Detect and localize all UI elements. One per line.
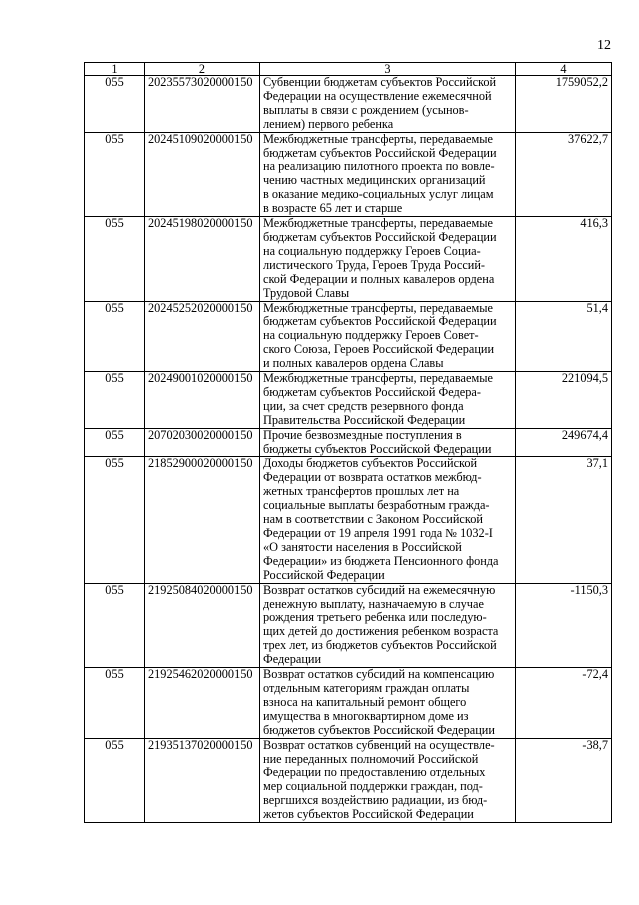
- description-line: Федерации от возврата остатков межбюд-: [263, 470, 482, 485]
- description-line: Трудовой Славы: [263, 285, 350, 300]
- description-line: бюджетов субъектов Российской Федерации: [263, 722, 495, 737]
- description-line: «О занятости населения в Российской: [263, 539, 462, 554]
- description-line: на социальную поддержку Героев Совет-: [263, 328, 479, 343]
- revenue-code-cell: 20245109020000150: [145, 132, 260, 216]
- table-row: [85, 457, 612, 583]
- page-number: 12: [597, 38, 611, 53]
- amount-cell: 221094,5: [516, 372, 612, 429]
- description-line: Возврат остатков субсидий на ежемесячную: [263, 582, 496, 597]
- description-line: Федерации от 19 апреля 1991 года № 1032-I: [263, 526, 493, 540]
- description-line: Прочие безвозмездные поступления в: [263, 427, 462, 442]
- description-line: в возрасте 65 лет и старше: [263, 201, 403, 216]
- amount-cell: -1150,3: [516, 583, 612, 667]
- table-row: [85, 428, 612, 457]
- description-cell: [260, 428, 516, 457]
- table-row: [85, 738, 612, 822]
- description-cell: [260, 372, 516, 429]
- description-line: лением) первого ребенка: [263, 116, 394, 131]
- description-line: щих детей до достижения ребенком возраста: [263, 624, 499, 639]
- admin-code-cell: 055: [85, 738, 145, 822]
- revenue-code-cell: 21925462020000150: [145, 668, 260, 739]
- description-line: Межбюджетные трансферты, передаваемые: [263, 131, 493, 146]
- description-cell: [260, 457, 516, 583]
- admin-code-cell: 055: [85, 217, 145, 301]
- description-line: и полных кавалеров ордена Славы: [263, 356, 444, 371]
- description-line: жетов субъектов Российской Федерации: [263, 807, 474, 822]
- description-line: Межбюджетные трансферты, передаваемые: [263, 216, 493, 231]
- table-row: [85, 372, 612, 429]
- description-line: Правительства Российской Федерации: [263, 412, 466, 427]
- revenue-code-cell: 20245198020000150: [145, 217, 260, 301]
- column-header-3: 3: [260, 63, 516, 76]
- description-line: на реализацию пилотного проекта по вовле-: [263, 159, 495, 174]
- amount-cell: -38,7: [516, 738, 612, 822]
- description-line: Федерации по предоставлению отдельных: [263, 765, 486, 780]
- table-body: [85, 76, 612, 823]
- admin-code-cell: 055: [85, 428, 145, 457]
- description-line: трех лет, из бюджетов субъектов Российской: [263, 638, 497, 653]
- amount-cell: 37,1: [516, 457, 612, 583]
- description-line: мер социальной поддержки граждан, под-: [263, 779, 483, 794]
- revenue-code-cell: 20245252020000150: [145, 301, 260, 372]
- admin-code-cell: 055: [85, 76, 145, 133]
- description-line: бюджетам субъектов Российской Федерации: [263, 229, 497, 244]
- admin-code-cell: 055: [85, 583, 145, 667]
- amount-cell: 51,4: [516, 301, 612, 372]
- description-line: рождения третьего ребенка или последую-: [263, 610, 487, 625]
- description-line: Возврат остатков субвенций на осуществле-: [263, 737, 495, 752]
- revenue-code-cell: 20249001020000150: [145, 372, 260, 429]
- description-cell: [260, 738, 516, 822]
- description-line: Доходы бюджетов субъектов Российской: [263, 456, 478, 471]
- description-line: Возврат остатков субсидий на компенсацию: [263, 667, 495, 682]
- column-header-1: 1: [85, 63, 145, 76]
- amount-cell: 249674,4: [516, 428, 612, 457]
- description-line: бюджетам субъектов Российской Федерации: [263, 145, 497, 160]
- description-line: ние переданных полномочий Российской: [263, 751, 479, 766]
- description-line: вергшихся воздействию радиации, из бюд-: [263, 793, 488, 808]
- column-header-2: 2: [145, 63, 260, 76]
- description-line: ции, за счет средств резервного фонда: [263, 398, 464, 413]
- description-line: Российской Федерации: [263, 567, 385, 582]
- description-line: ской Федерации и полных кавалеров ордена: [263, 271, 495, 286]
- column-header-4: 4: [516, 63, 612, 76]
- description-line: взноса на капитальный ремонт общего: [263, 694, 467, 709]
- description-line: социальные выплаты безработным гражда-: [263, 498, 490, 513]
- revenue-code-cell: 21852900020000150: [145, 457, 260, 583]
- revenue-code-cell: 21935137020000150: [145, 738, 260, 822]
- description-line: нам в соответствии с Законом Российской: [263, 512, 483, 527]
- description-cell: [260, 132, 516, 216]
- amount-cell: 1759052,2: [516, 76, 612, 133]
- description-line: бюджетам субъектов Российской Федерации: [263, 314, 497, 329]
- revenue-table: [84, 62, 612, 823]
- description-cell: [260, 583, 516, 667]
- description-line: Федерации» из бюджета Пенсионного фонда: [263, 553, 499, 568]
- description-cell: [260, 301, 516, 372]
- amount-cell: -72,4: [516, 668, 612, 739]
- table-row: [85, 301, 612, 372]
- table-row: [85, 668, 612, 739]
- description-line: на социальную поддержку Героев Социа-: [263, 243, 481, 258]
- description-cell: [260, 668, 516, 739]
- table-row: [85, 76, 612, 133]
- revenue-code-cell: 21925084020000150: [145, 583, 260, 667]
- description-line: отдельным категориям граждан оплаты: [263, 680, 470, 695]
- description-line: Межбюджетные трансферты, передаваемые: [263, 371, 493, 386]
- description-line: выплаты в связи с рождением (усынов-: [263, 102, 469, 117]
- description-line: в оказание медико-социальных услуг лицам: [263, 187, 494, 202]
- description-line: Федерации на осуществление ежемесячной: [263, 88, 492, 103]
- description-line: жетных трансфертов прошлых лет на: [263, 484, 460, 499]
- admin-code-cell: 055: [85, 668, 145, 739]
- table-row: [85, 132, 612, 216]
- table-row: [85, 217, 612, 301]
- description-line: Субвенции бюджетам субъектов Российской: [263, 75, 497, 89]
- admin-code-cell: 055: [85, 301, 145, 372]
- description-cell: [260, 217, 516, 301]
- amount-cell: 37622,7: [516, 132, 612, 216]
- description-line: чению частных медицинских организаций: [263, 173, 486, 188]
- description-cell: [260, 76, 516, 133]
- admin-code-cell: 055: [85, 132, 145, 216]
- revenue-code-cell: 20235573020000150: [145, 76, 260, 133]
- revenue-code-cell: 20702030020000150: [145, 428, 260, 457]
- admin-code-cell: 055: [85, 372, 145, 429]
- admin-code-cell: 055: [85, 457, 145, 583]
- description-line: бюджетам субъектов Российской Федера-: [263, 384, 481, 399]
- description-line: бюджеты субъектов Российской Федерации: [263, 441, 492, 456]
- table-header-row: [85, 63, 612, 76]
- description-line: Межбюджетные трансферты, передаваемые: [263, 300, 493, 315]
- description-line: денежную выплату, назначаемую в случае: [263, 596, 484, 611]
- description-line: листического Труда, Героев Труда Россий-: [263, 257, 486, 272]
- amount-cell: 416,3: [516, 217, 612, 301]
- description-line: ского Союза, Героев Российской Федерации: [263, 342, 495, 357]
- description-line: Федерации: [263, 652, 322, 667]
- table-row: [85, 583, 612, 667]
- description-line: имущества в многоквартирном доме из: [263, 708, 469, 723]
